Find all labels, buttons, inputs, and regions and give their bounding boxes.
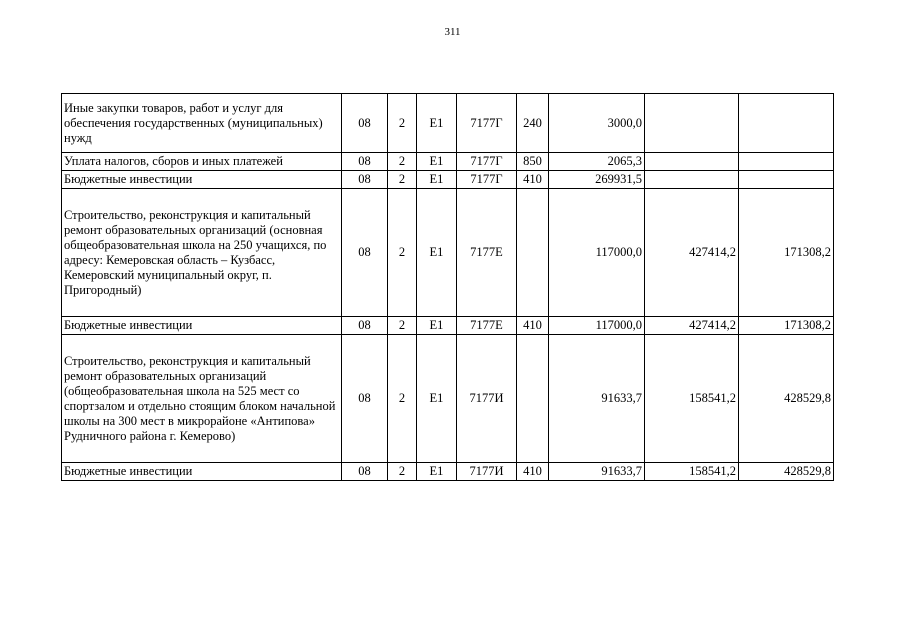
- row-subsection: 2: [388, 171, 417, 189]
- row-amount-2: [645, 94, 739, 153]
- row-section: 08: [342, 317, 388, 335]
- table-row: [62, 317, 834, 335]
- row-code: 7177И: [457, 335, 517, 463]
- row-expense-type: 410: [517, 171, 549, 189]
- row-amount-2: 427414,2: [645, 189, 739, 317]
- row-program: E1: [417, 94, 457, 153]
- table-row: [62, 463, 834, 481]
- row-amount-1: 3000,0: [549, 94, 645, 153]
- row-amount-2: 158541,2: [645, 463, 739, 481]
- row-amount-3: 428529,8: [739, 335, 834, 463]
- row-subsection: 2: [388, 335, 417, 463]
- row-amount-1: 91633,7: [549, 335, 645, 463]
- row-expense-type: 850: [517, 153, 549, 171]
- row-amount-1: 91633,7: [549, 463, 645, 481]
- row-code: 7177Г: [457, 94, 517, 153]
- row-subsection: 2: [388, 94, 417, 153]
- row-program: E1: [417, 335, 457, 463]
- row-amount-3: 171308,2: [739, 317, 834, 335]
- row-name: Бюджетные инвестиции: [62, 171, 342, 189]
- table-row: [62, 189, 834, 317]
- budget-table: [61, 93, 834, 481]
- row-amount-3: 171308,2: [739, 189, 834, 317]
- row-amount-2: 427414,2: [645, 317, 739, 335]
- row-amount-1: 269931,5: [549, 171, 645, 189]
- row-name: Бюджетные инвестиции: [62, 317, 342, 335]
- row-amount-1: 117000,0: [549, 189, 645, 317]
- row-expense-type: [517, 335, 549, 463]
- row-expense-type: [517, 189, 549, 317]
- row-amount-3: [739, 153, 834, 171]
- row-section: 08: [342, 463, 388, 481]
- table-row: [62, 153, 834, 171]
- row-expense-type: 240: [517, 94, 549, 153]
- table-row: [62, 94, 834, 153]
- row-section: 08: [342, 94, 388, 153]
- row-name: Строительство, реконструкция и капитальный ремонт образовательных организаций (общеобразовательная школа на 525 мест со спортзалом и отдельно стоящим блоком начальной школы на 300 мест в микрорайоне «Антипова» Рудничного района г. Кемерово): [62, 335, 342, 463]
- row-expense-type: 410: [517, 317, 549, 335]
- row-amount-2: [645, 171, 739, 189]
- row-expense-type: 410: [517, 463, 549, 481]
- row-amount-3: [739, 171, 834, 189]
- row-name: Уплата налогов, сборов и иных платежей: [62, 153, 342, 171]
- row-code: 7177Е: [457, 189, 517, 317]
- row-code: 7177Г: [457, 171, 517, 189]
- row-code: 7177Г: [457, 153, 517, 171]
- row-program: E1: [417, 463, 457, 481]
- row-name: Иные закупки товаров, работ и услуг для обеспечения государственных (муниципальных) нужд: [62, 94, 342, 153]
- row-code: 7177Е: [457, 317, 517, 335]
- row-subsection: 2: [388, 189, 417, 317]
- row-name: Бюджетные инвестиции: [62, 463, 342, 481]
- table-row: [62, 171, 834, 189]
- row-program: E1: [417, 189, 457, 317]
- row-amount-1: 2065,3: [549, 153, 645, 171]
- row-section: 08: [342, 171, 388, 189]
- row-program: E1: [417, 171, 457, 189]
- row-subsection: 2: [388, 463, 417, 481]
- row-amount-2: 158541,2: [645, 335, 739, 463]
- table-body: [62, 94, 834, 481]
- row-subsection: 2: [388, 153, 417, 171]
- table-row: [62, 335, 834, 463]
- row-name: Строительство, реконструкция и капитальный ремонт образовательных организаций (основная общеобразовательная школа на 250 учащихся, по адресу: Кемеровская область – Кузбасс, Кемеровский муниципальный округ, п. Пригородный): [62, 189, 342, 317]
- row-code: 7177И: [457, 463, 517, 481]
- row-amount-3: 428529,8: [739, 463, 834, 481]
- row-subsection: 2: [388, 317, 417, 335]
- row-program: E1: [417, 317, 457, 335]
- row-section: 08: [342, 335, 388, 463]
- row-amount-3: [739, 94, 834, 153]
- row-section: 08: [342, 153, 388, 171]
- page-number: 311: [444, 26, 461, 38]
- row-amount-1: 117000,0: [549, 317, 645, 335]
- row-section: 08: [342, 189, 388, 317]
- row-amount-2: [645, 153, 739, 171]
- row-program: E1: [417, 153, 457, 171]
